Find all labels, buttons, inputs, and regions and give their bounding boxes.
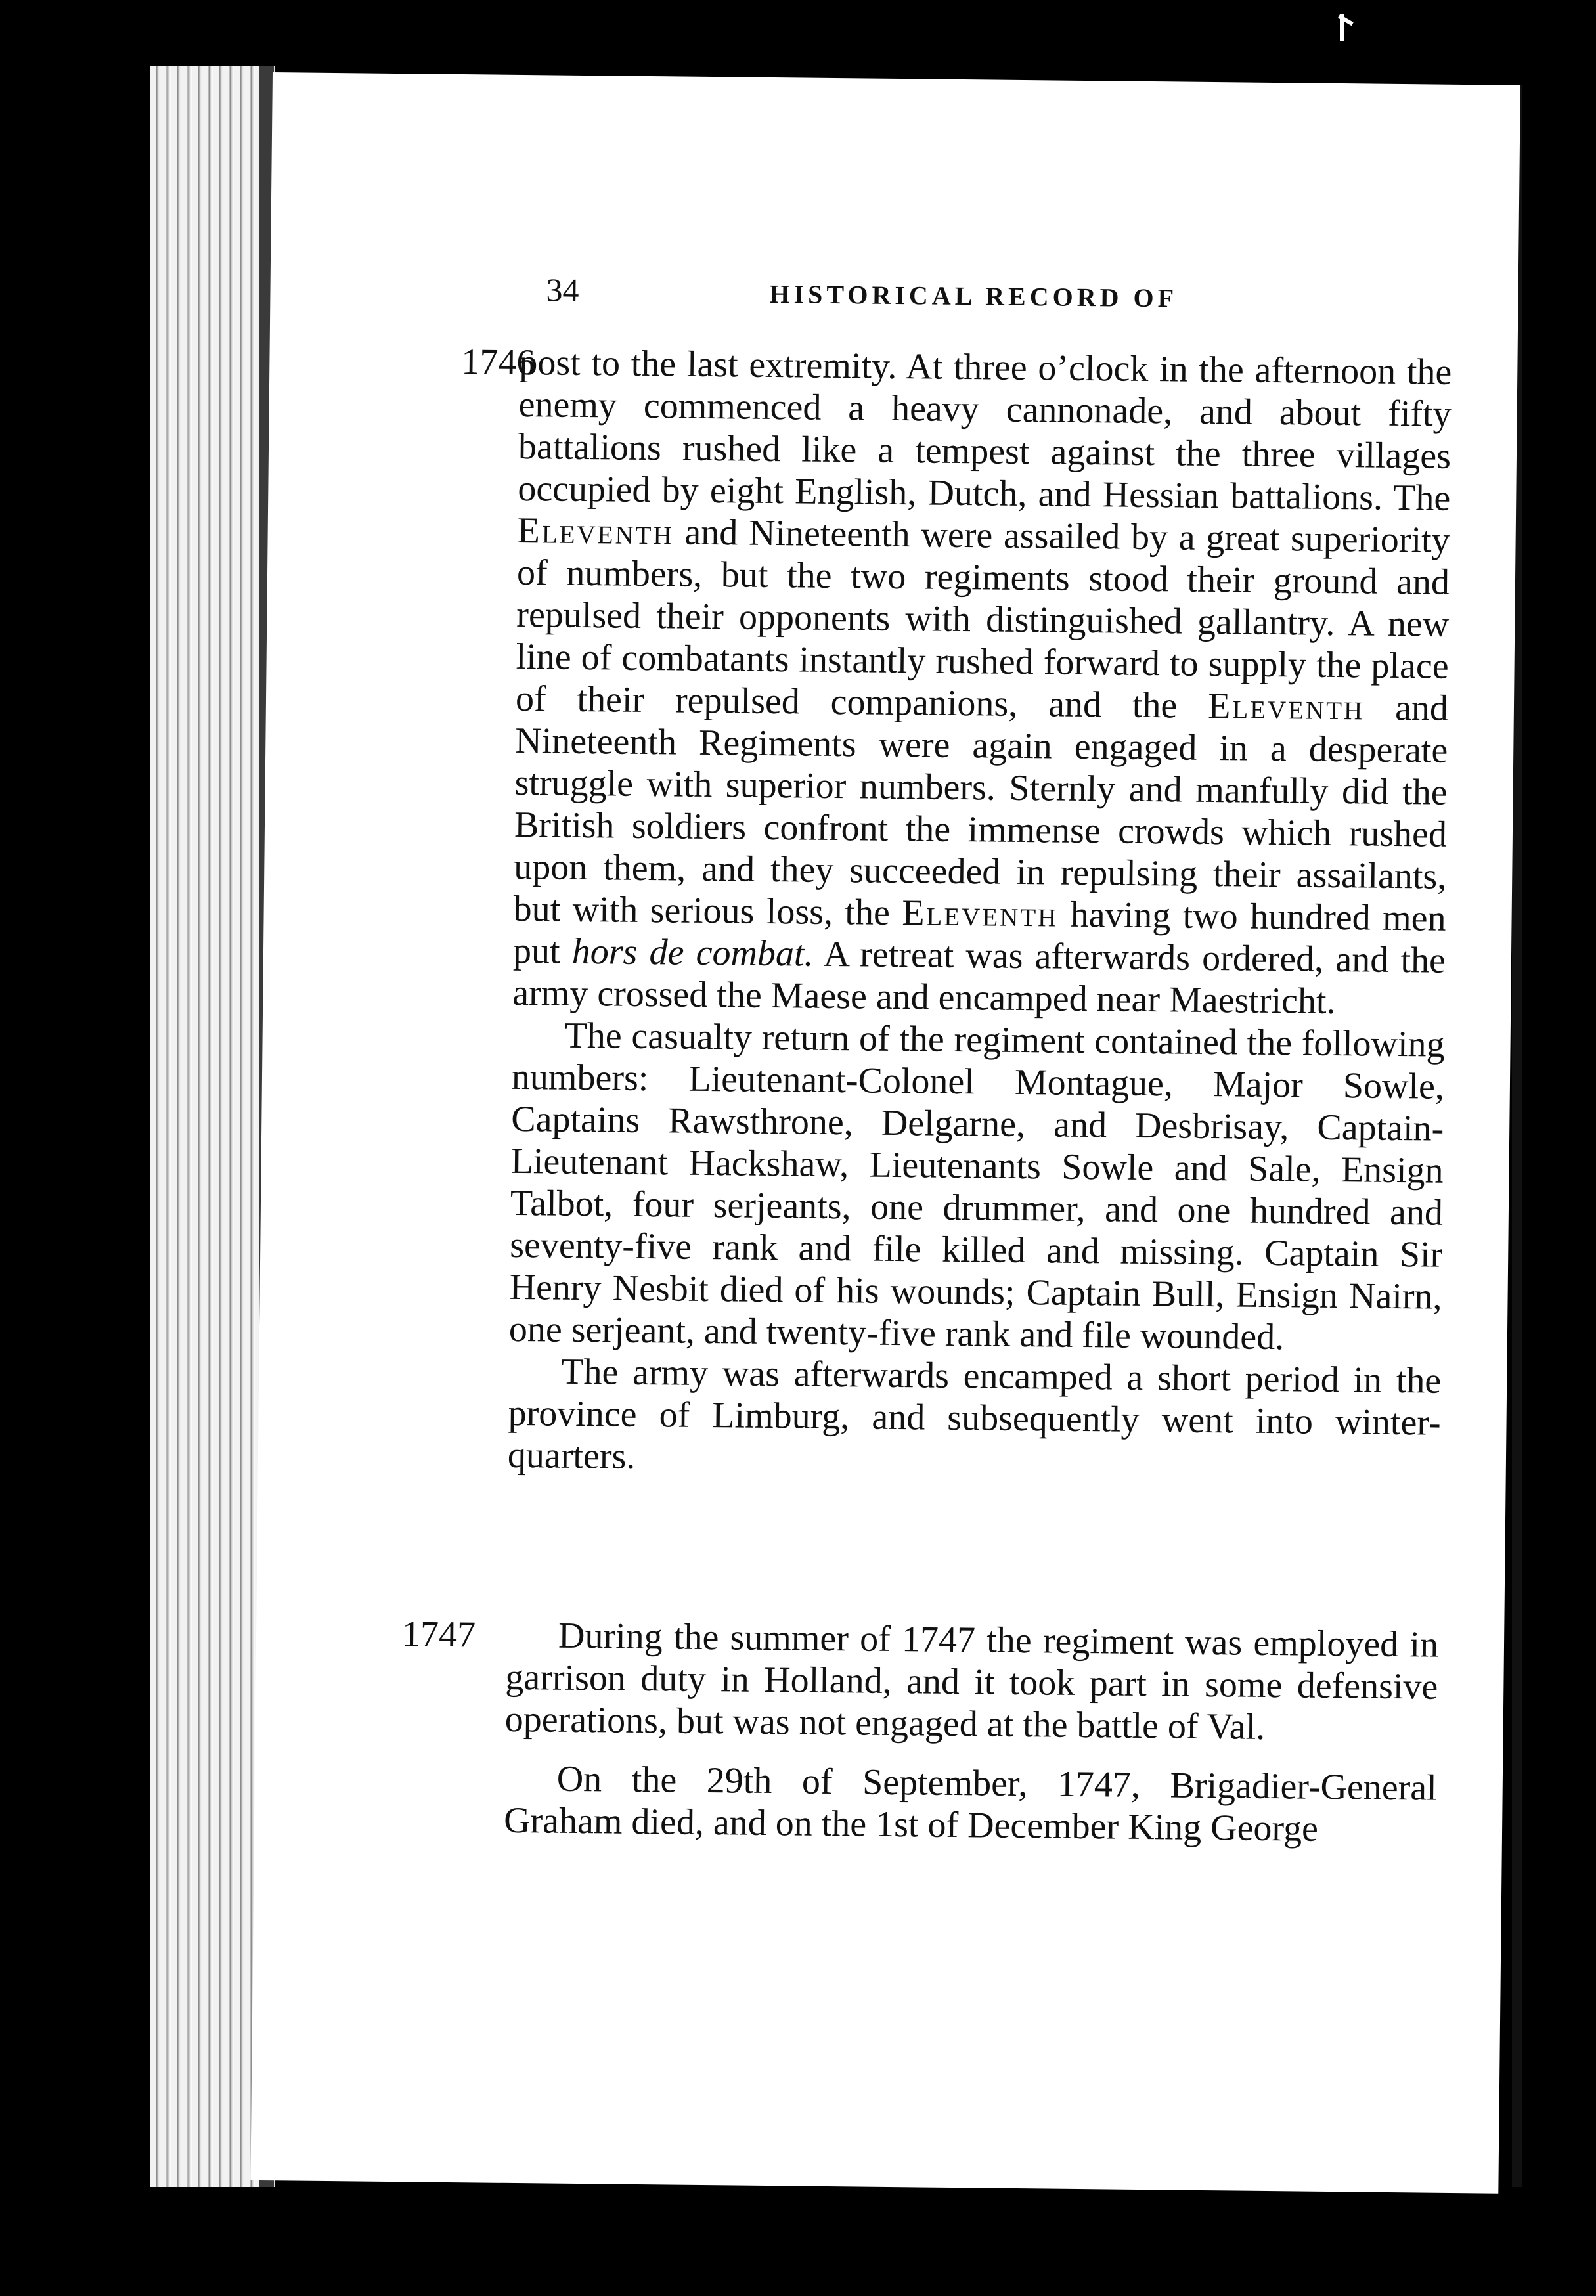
paragraph-1-part-a: post to the last extremity. At three o’clock in the afternoon the enemy commenced a heavy cannonade, and about fifty battalions rushed like a tempest against the three villages occupied by eight English, Dutch, and Hessian battalions. The: [518, 342, 1452, 519]
regiment-name: Eleventh: [1207, 685, 1365, 728]
margin-year-1747: 1747: [401, 1614, 476, 1656]
paragraph-2: The casualty return of the regiment contained the following numbers: Lieutenant-Colonel Montague, Major Sowle, Captains Rawsthrone, Delgarne, and Desbrisay, Captain-Lieutenant Hackshaw, Lieutenants Sowle and Sale, Ensign Talbot, four serjeants, one drummer, and one hundred and seventy-five rank and file killed and missing. Captain Sir Henry Nesbit died of his wounds; Captain Bull, Ensign Nairn, one serjeant, and twenty-five rank and file wounded.: [508, 1015, 1445, 1358]
running-title: HISTORICAL RECORD OF: [769, 278, 1178, 313]
paragraph-5: On the 29th of September, 1747, Brigadier-General Graham died, and on the 1st of December King George: [503, 1758, 1438, 1849]
paragraph-1-part-d: having two hundred men put: [512, 894, 1446, 972]
paragraph-4: During the summer of 1747 the regiment was employed in garrison duty in Holland, and it took part in some defensive operations, but was not engaged at the battle of Val.: [504, 1615, 1439, 1748]
paragraph-1-part-b: and Nineteenth were assailed by a great superiority of numbers, but the two regiments stood their ground and repulsed their opponents with distinguished gallantry. A new line of combatants instantly rushed forward to supply the place of their repulsed companions, and the: [515, 512, 1450, 726]
paragraph-1-part-e: A retreat was afterwards ordered, and the army crossed the Maese and encamped near Maestricht.: [512, 933, 1446, 1023]
page-header: [270, 268, 1518, 334]
text-block-2: [504, 1614, 1439, 1851]
paragraph-1-part-c: and Nineteenth Regiments were again engaged in a desperate struggle with superior numbers. Sternly and manfully did the British soldiers confront the immense crowds which rushed upon them, and they succeeded in repulsing their assailants, but with serious loss, the: [513, 687, 1449, 933]
hors-de-combat: hors de combat.: [571, 931, 814, 975]
regiment-name: Eleventh: [902, 893, 1059, 935]
paragraph-3: The army was afterwards encamped a short period in the province of Limburg, and subsequently went into winter-quarters.: [507, 1351, 1442, 1477]
book-page: [250, 72, 1520, 2194]
margin-year-1746: 1746: [461, 342, 535, 384]
paragraph-1: [512, 342, 1452, 1024]
text-block-1: [508, 342, 1452, 1486]
page-number: 34: [546, 271, 579, 309]
regiment-name: Eleventh: [517, 510, 675, 553]
